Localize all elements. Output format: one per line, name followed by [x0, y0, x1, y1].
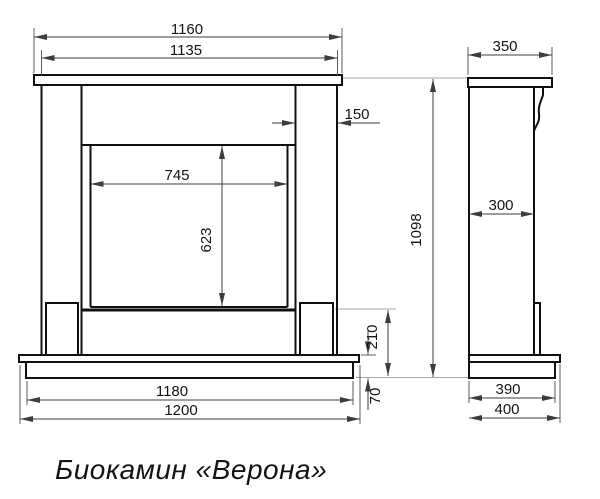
drawing-title: Биокамин «Верона» [55, 454, 328, 485]
side-mantel-shelf [468, 78, 552, 87]
dim-label-leg-width: 150 [344, 106, 370, 123]
side-back-strip [534, 303, 540, 355]
base-lower-board [26, 362, 353, 378]
left-foot-block [46, 303, 78, 355]
base-top-board [19, 355, 359, 362]
side-base-lower-board [469, 362, 555, 378]
dim-label-base-overall-depth: 400 [494, 401, 520, 418]
dim-label-base-inner-width: 1180 [155, 383, 189, 400]
dim-label-base-inner-depth: 390 [495, 381, 521, 398]
front-view [19, 75, 359, 378]
side-base-top-board [469, 355, 560, 362]
dim-label-overall-width: 1160 [170, 21, 204, 38]
mantel-shelf [34, 75, 342, 85]
dim-label-hearth-height: 210 [364, 324, 381, 350]
side-bracket-curve [534, 87, 543, 131]
dim-label-body-depth: 300 [488, 197, 514, 214]
dim-label-base-overall-width: 1200 [164, 402, 198, 419]
dim-label-shelf-depth: 350 [492, 38, 518, 55]
dim-label-body-width: 1135 [169, 42, 203, 59]
dim-label-opening-width: 745 [164, 167, 190, 184]
dim-label-overall-height: 1098 [408, 213, 425, 247]
dim-label-opening-height: 623 [198, 227, 215, 253]
dim-label-base-board-height: 70 [367, 387, 384, 405]
side-view [468, 78, 560, 378]
right-foot-block [300, 303, 333, 355]
